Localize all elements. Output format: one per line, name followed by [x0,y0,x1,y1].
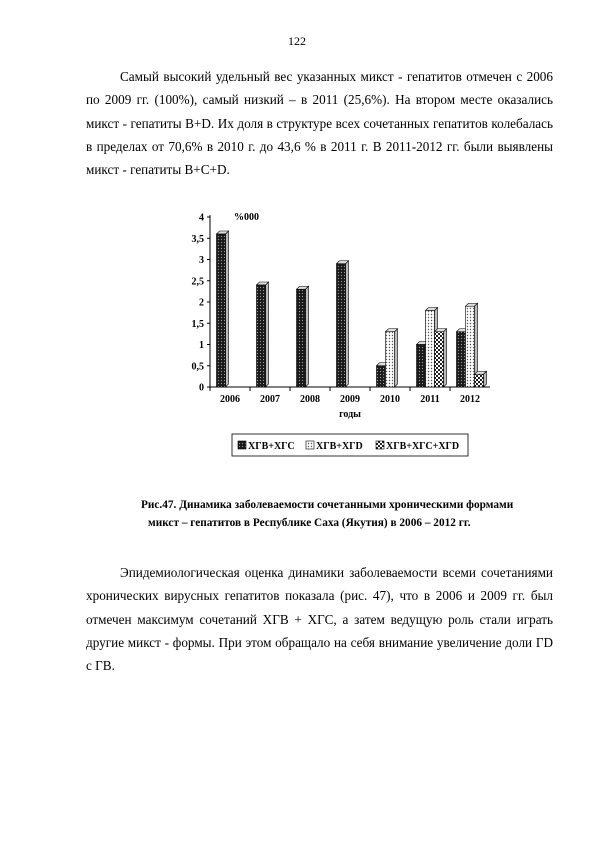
x-tick-label: 2010 [380,394,400,405]
y-tick-label: 3 [199,255,204,266]
x-tick-label: 2006 [220,394,240,405]
bar [257,282,269,387]
figure-47 [190,205,500,475]
x-tick-label: 2007 [260,394,280,405]
legend-swatch [238,441,246,449]
page-number: 122 [288,34,306,48]
x-tick-label: 2009 [340,394,360,405]
legend-item [238,441,295,452]
bar [386,329,398,387]
legend-label: ХГВ+ХГС+ХГD [386,441,460,452]
legend-label: ХГВ+ХГD [316,441,363,452]
bar [297,286,309,387]
body-paragraph-2: Эпидемиологическая оценка динамики заболеваемости всеми сочетаниями хронических вирусных гепатитов показала (рис. 47), что в 2006 и 2009 гг. был отмечен максимум сочетаний ХГВ + ХГС, а затем ведущую роль стали играть другие микст - формы. При этом обращало на себя внимание увеличение доли ГD с ГВ. [86,565,553,674]
x-axis-title: годы [339,409,361,420]
figure-caption-line-2: микст – гепатитов в Республике Саха (Якутия) в 2006 – 2012 гг. [148,517,471,529]
y-tick-label: 0,5 [191,361,204,373]
y-tick-label: 2 [199,297,204,309]
bar [337,261,349,387]
bar [435,329,447,387]
y-tick-label: 1,5 [191,318,204,330]
legend [232,434,468,456]
legend-swatch [376,441,384,449]
y-tick-label: 3,5 [191,233,204,245]
y-tick-label: 2,5 [191,276,204,288]
legend-label: ХГВ+ХГС [248,441,295,452]
bar [475,371,487,387]
unit-label: %000 [234,212,259,223]
legend-swatch [306,441,314,449]
x-tick-label: 2008 [300,394,320,405]
bar-chart [190,205,500,475]
y-tick-label: 0 [199,382,204,394]
x-tick-label: 2012 [460,394,480,405]
legend-item [376,441,459,452]
legend-item [306,441,363,452]
x-tick-label: 2011 [420,394,440,405]
y-tick-label: 1 [199,340,204,351]
y-tick-label: 4 [199,212,204,224]
body-paragraph-1: Самый высокий удельный вес указанных микст - гепатитов отмечен с 2006 по 2009 гг. (100%), самый низкий – в 2011 (25,6%). На втором месте оказались микст - гепатиты В+D. Их доля в структуре всех сочетанных гепатитов колебалась в пределах от 70,6% в 2010 г. до 43,6 % в 2011 г. В 2011-2012 гг. были выявлены микст - гепатиты В+С+D. [86,69,553,178]
figure-caption-line-1: Рис.47. Динамика заболеваемости сочетанными хроническими формами [141,499,514,511]
bar [217,231,229,387]
